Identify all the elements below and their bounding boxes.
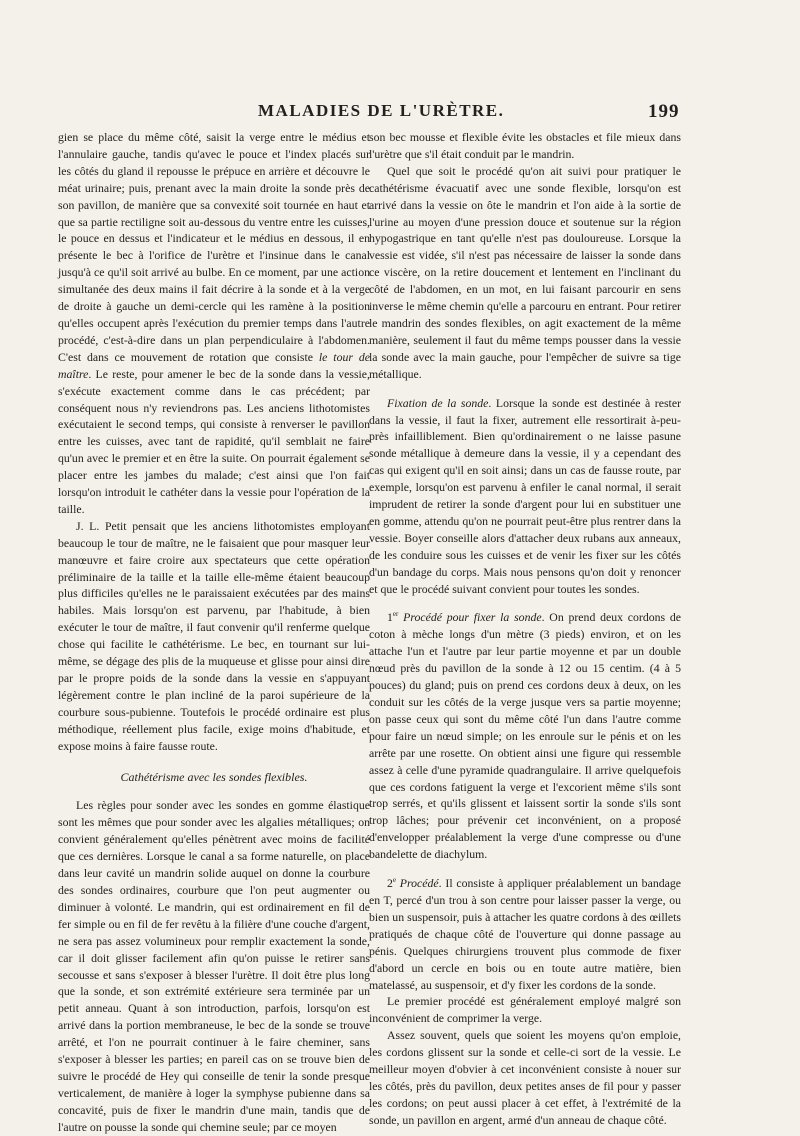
paragraph: J. L. Petit pensait que les anciens lithotomistes employant beaucoup le tour de maître, ne le faisaient que pour masquer leur manœuvre et faire croire aux spectateurs que cette opération préliminaire de la taille et la taille elle-même étaient beaucoup plus difficiles qu'elles ne le paraissaient exécutées par des mains habiles. Mais lorsqu'on est parvenu, par l'habitude, à bien exécuter le tour de maître, il faut convenir qu'il renferme quelque chose qui facilite le cathétérisme. Le bec, en tournant sur lui-même, se dégage des plis de la muqueuse et glisse pour ainsi dire par le propre poids de la sonde dans la vessie en s'appuyant légèrement contre le plan incliné de la paroi supérieure de la courbure sous-pubienne. Toutefois le procédé ordinaire est plus méthodique, réellement plus facile, exige moins d'habitude, et expose moins à faire fausse route. [58, 518, 370, 753]
page-header [0, 101, 800, 125]
paragraph: 2e Procédé. Il consiste à appliquer préalablement un bandage en T, percé d'un trou à son centre pour laisser passer la verge, ou bien un suspensoir, puis à attacher les quatre cordons à des œillets pratiqués de chaque côté de l'ouverture qui donne passage au pénis. Quelques chirurgiens trouvent plus commode de fixer d'abord un cercle en bois ou en toute autre matière, bien matelassé, au suspensoir, et d'y fixer les cordons de la sonde. [369, 876, 681, 992]
right-column [369, 129, 681, 1129]
paragraph: Fixation de la sonde. Lorsque la sonde est destinée à rester dans la vessie, il faut la fixer, autrement elle ressortirait à-peu-près infailliblement. Bien qu'ordinairement o ne laisse pasune sonde métallique à demeure dans la vessie, il y a cependant des cas qui exigent qu'il en soit ainsi; dans un cas de fausse route, par exemple, lorsqu'on est parvenu à enfiler le canal normal, il serait imprudent de retirer la sonde d'argent pour lui en substituer une en gomme, attendu qu'on ne pourrait peut-être plus rentrer dans la vessie. Boyer conseille alors d'attacher deux rubans aux anneaux, de les conduire sous les cuisses et de venir les fixer sur les côtés d'un bandage du corps. Mais nous pensons qu'on doit y renoncer et que le procédé suivant convient pour toutes les sondes. [369, 395, 681, 596]
paragraph: son bec mousse et flexible évite les obstacles et file mieux dans l'urètre que s'il était conduit par le mandrin. [369, 130, 681, 161]
paragraph: Assez souvent, quels que soient les moyens qu'on emploie, les cordons glissent sur la sonde et celle-ci sort de la vessie. Le meilleur moyen d'obvier à cet inconvénient consiste à nouer sur les côtés, près du pavillon, deux petites anses de fil pour y passer les cordons; on peut aussi placer à cet effet, à l'extrémité de la sonde, un pavillon en argent, armé d'un anneau de chaque côté. [369, 1028, 681, 1127]
paragraph: Le premier procédé est généralement employé malgré son inconvénient de comprimer la verge. [369, 994, 681, 1026]
paragraph: Quel que soit le procédé qu'on ait suivi pour pratiquer le cathétérisme évacuatif avec une sonde flexible, lorsqu'on est arrivé dans la vessie on ôte le mandrin et l'on aide à la sortie de l'urine au moyen d'une pression douce et soutenue sur la région hypogastrique en tant qu'elle n'est pas douloureuse. Lorsque la vessie est vidée, s'il n'est pas nécessaire de laisser la sonde dans ce viscère, on la retire doucement et lentement en l'inclinant du côté de l'abdomen, en un mot, en lui faisant parcourir en sens inverse le même chemin qu'elle a parcouru en entrant. Pour retirer le mandrin des sondes flexibles, on agit exactement de la même manière, seulement il faut du même temps pousser dans la vessie la sonde avec la main gauche, pour l'empêcher de suivre sa tige métallique. [369, 163, 681, 381]
paragraph: Les règles pour sonder avec les sondes en gomme élastique sont les mêmes que pour sonder avec les algalies métalliques; on convient généralement qu'elles pénètrent avec moins de facilité que ces dernières. Lorsque le canal a sa forme naturelle, on place dans leur cavité un mandrin solide auquel on donne la courbure des sondes ordinaires, courbure que l'on peut augmenter ou diminuer à volonté. Le mandrin, qui est ordinairement en fil de fer simple ou en fil de fer revêtu à la filière d'une couche d'argent, ne sera pas assez volumineux pour remplir exactement la sonde, car il doit glisser facilement afin qu'on puisse le retirer sans secousse et sans s'exposer à blesser l'urètre. Il doit être plus long que la sonde, et son extrémité extérieure sera terminée par un petit anneau. Quant à son introduction, parfois, lorsqu'on est arrivé dans la portion membraneuse, le bec de la sonde se trouve arrêté, et l'on ne pourrait continuer à le faire cheminer, sans s'exposer à blesser les parties; en pareil cas on se trouve bien de suivre le procédé de Hey qui conseille de tenir la sonde presque verticalement, de manière à loger la symphyse pubienne dans sa concavité, puis de fixer le mandrin d'une main, tandis que de l'autre on pousse la sonde qui chemine seule; par ce moyen [58, 798, 370, 1134]
running-title: MALADIES DE L'URÈTRE. [258, 101, 505, 120]
left-column [58, 129, 370, 1136]
paragraph: 1er Procédé pour fixer la sonde. On prend deux cordons de coton à mèche longs d'un mètre (3 pieds) environ, et on les attache l'un et l'autre par leur partie moyenne et par un double nœud près du pavillon de la sonde à 12 ou 15 centim. (4 à 5 pouces) du gland; puis on prend ces cordons deux à deux, on les conduit sur les côtés de la verge jusque vers sa partie moyenne; on passe ceux qui sont du même côté l'un dans l'autre comme pour faire un nœud simple; on les enroule sur le pénis et on les arrête par une rosette. On obtient ainsi une figure qui ressemble assez à celle d'une pyramide quadrangulaire. Il arrive quelquefois que ces cordons fatiguent la verge et l'excorient même s'ils sont trop serrés, et qu'ils glissent et laissent sortir la sonde s'ils sont trop lâches; pour prévenir cet inconvénient, on a proposé d'envelopper préalablement la verge d'une compresse ou d'une bandelette de diachylum. [369, 610, 682, 862]
paragraph: gien se place du même côté, saisit la verge entre le médius et l'annulaire gauche, tandis qu'avec le pouce et l'index placés sur les côtés du gland il repousse le prépuce en arrière et découvre le méat urinaire; puis, prenant avec la main droite la sonde près de son pavillon, de manière que sa convexité soit tournée en haut et que sa partie rectiligne soit au-dessous du ventre entre les cuisses, le pouce en dessus et l'indicateur et le médius en dessous, il en présente le bec à l'orifice de l'urètre et l'insinue dans le canal jusqu'à ce qu'il soit arrivé au bulbe. En ce moment, par une action simultanée des deux mains il fait décrire à la sonde et à la verge de droite à gauche un demi-cercle qui les ramène à la position qu'elles occupent après l'exécution du premier temps dans l'autre procédé, c'est-à-dire dans un plan perpendiculaire à l'abdomen. C'est dans ce mouvement de rotation que consiste le tour de maître. Le reste, pour amener le bec de la sonde dans la vessie, s'exécute exactement comme dans le cas précédent; par conséquent nous n'y reviendrons pas. Les anciens lithotomistes exécutaient le second temps, qui consiste à renverser le pavillon entre les cuisses, avec tant de rapidité, qu'il semblait ne faire qu'un avec le premier et en être la suite. On pourrait également se placer entre les jambes du malade; c'est ainsi que l'on fait lorsqu'on introduit le cathéter dans la vessie pour l'opération de la taille. [58, 130, 371, 516]
page-number: 199 [648, 101, 680, 122]
section-heading: Cathétérisme avec les sondes flexibles. [120, 769, 308, 784]
